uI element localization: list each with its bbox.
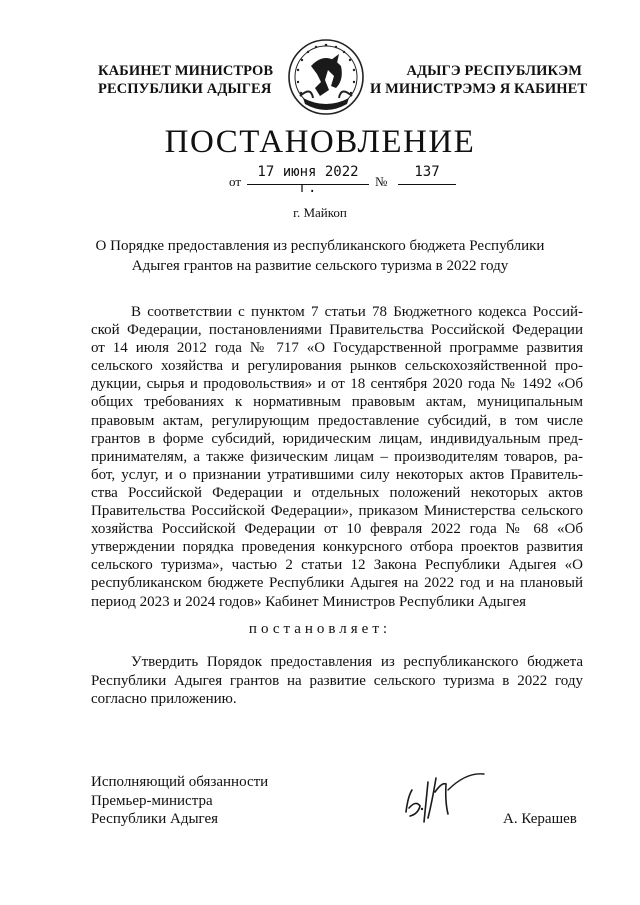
- preamble-line: Правительства Российской Федерации», приказом Министерства сельского: [91, 503, 583, 520]
- coat-of-arms-icon: [287, 36, 365, 118]
- date-value: 17 июня 2022 г.: [257, 164, 359, 196]
- subject: [0, 236, 640, 276]
- number-field: [398, 164, 456, 185]
- decision-line: согласно приложению.: [91, 691, 237, 707]
- number-value: 137: [414, 164, 440, 180]
- subject-line: Адыгея грантов на развитие сельского туризма в 2022 году: [131, 258, 509, 274]
- resolves-heading: постановляет:: [248, 621, 392, 637]
- preamble-line: от 14 июля 2012 года № 717 «О Государственной программе развития: [91, 340, 583, 357]
- header-left-line: КАБИНЕТ МИНИСТРОВ: [98, 63, 274, 79]
- header-right: [370, 62, 588, 98]
- preamble-line: грантов в форме субсидий, юридическим лицам, индивидуальным пред-: [91, 430, 583, 447]
- preamble-line: принимателям, а также физическим лицам – производителям товаров, ра-: [91, 448, 583, 465]
- header-right-line: И МИНИСТРЭМЭ Я КАБИНЕТ: [370, 81, 588, 97]
- signer-position-line: Премьер-министра: [91, 792, 213, 809]
- preamble: [91, 303, 583, 611]
- preamble-line: сельского туризма», частью 2 статьи 12 Закона Республики Адыгея «О: [91, 557, 583, 574]
- header-left: [98, 62, 273, 98]
- header-right-line: АДЫГЭ РЕСПУБЛИКЭМ: [406, 63, 582, 79]
- date-field: [247, 164, 369, 196]
- signer-position: [91, 773, 268, 829]
- header-left-line: РЕСПУБЛИКИ АДЫГЕЯ: [98, 81, 272, 97]
- handwritten-signature: [398, 762, 508, 832]
- document-title: ПОСТАНОВЛЕНИЕ: [164, 124, 476, 160]
- signer-name: А. Керашев: [503, 811, 577, 827]
- preamble-line: ской Федерации, постановлениями Правительства Российской Федерации: [91, 322, 583, 339]
- preamble-line: ства Российской Федерации и отдельных положений некоторых актов: [91, 484, 583, 501]
- preamble-line: период 2023 и 2024 годов» Кабинет Министров Республики Адыгея: [91, 593, 527, 610]
- decision-line: Утвердить Порядок предоставления из республиканского бюджета: [131, 654, 583, 670]
- preamble-line: республиканском бюджете Республики Адыгея на 2022 год и на плановый: [91, 575, 583, 592]
- subject-line: О Порядке предоставления из республиканского бюджета Республики: [95, 238, 545, 254]
- preamble-line: бот, услуг, и о признании утратившими силу некоторых актов Правитель-: [91, 466, 583, 483]
- number-prefix: №: [375, 174, 388, 189]
- preamble-line: дукции, сырья и продовольствия» и от 18 сентября 2020 года № 1492 «Об: [91, 376, 583, 393]
- preamble-line: В соответствии с пунктом 7 статьи 78 Бюджетного кодекса Россий-: [131, 304, 583, 320]
- decision: [91, 653, 583, 709]
- preamble-line: общих требованиях к нормативным правовым актам, муниципальным: [91, 394, 583, 411]
- preamble-line: правовым актам, регулирующим предоставление субсидий, в том числе: [91, 412, 583, 429]
- signer-position-line: Исполняющий обязанности: [91, 774, 269, 790]
- decision-line: Республики Адыгея грантов на развитие сельского туризма в 2022 году: [91, 672, 583, 689]
- dateline: [229, 164, 469, 196]
- signer-position-line: Республики Адыгея: [91, 811, 219, 827]
- preamble-line: утверждении порядка проведения конкурсного отбора проектов развития: [91, 539, 583, 556]
- preamble-line: сельского хозяйства и регулирования рынков сельскохозяйственной про-: [91, 358, 583, 375]
- preamble-line: хозяйства Российской Федерации от 10 февраля 2022 года № 68 «Об: [91, 521, 583, 538]
- city: г. Майкоп: [293, 205, 347, 220]
- date-prefix: от: [229, 174, 242, 189]
